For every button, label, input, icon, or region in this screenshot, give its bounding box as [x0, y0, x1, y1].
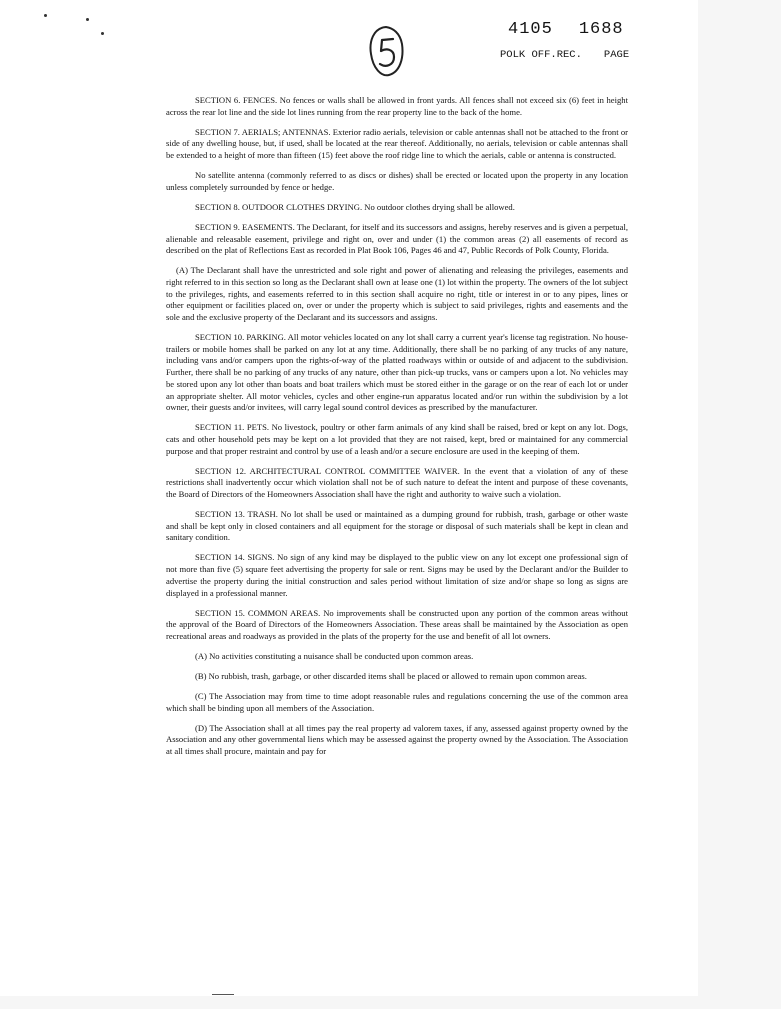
handwritten-page-mark [366, 24, 406, 80]
section-10-parking: SECTION 10. PARKING. All motor vehicles located on any lot shall carry a current year's license tag registration. No house-trailers or mobile homes shall be parked on any lot at any time. Additionally, there shall be no parking of any trucks of any nature, including vans and/or campers upon the rights-of-way of the platted roadways within or outside of and adjacent to the subdivision. Further, there shall be no parking of any trucks of any nature, other than pick-up trucks, vans or campers upon a lot. No vehicles may be stored upon any lot other than boats and boat trailers which must be stored either in the garage or on the rear of each lot or under an appropriate shelter. All motor vehicles, cycles and other engine-run apparatus located and/or run within the subdivision by a lot owner, their guests and/or invitees, will carry legal sound control devices as prescribed by the manufacturer. [166, 332, 628, 413]
section-9-subsection-a: (A) The Declarant shall have the unrestricted and sole right and power of alienating and releasing the privileges, easements and right referred to in this section so long as the Declarant shall own at lease one (1) lot within the property. The owners of the lot subject to the privileges, rights, and easements referred to in this section shall acquire no right, title or interest in or to any pipes, lines or other equipment or facilities placed on, over or under the property which is subject to said privileges, rights and easements and the sole and the exclusive property of the Declarant and its successors and assigns. [166, 265, 628, 323]
section-15-common-areas: SECTION 15. COMMON AREAS. No improvements shall be constructed upon any portion of the common areas without the approval of the Board of Directors of the Homeowners Association. These areas shall be maintained by the Association as open recreational areas and roadways as provided in the plats of the property for the use and benefit of all lot owners. [166, 607, 628, 641]
section-13-trash: SECTION 13. TRASH. No lot shall be used or maintained as a dumping ground for rubbish, trash, garbage or other waste and shall be kept only in closed containers and all equipment for the storage or disposal of such materials shall be kept in clean and sanitary condition. [166, 509, 628, 543]
document-body [166, 95, 628, 766]
section-9-easements: SECTION 9. EASEMENTS. The Declarant, for itself and its successors and assigns, hereby reserves and is given a perpetual, alienable and releasable easement, privilege and right on, over and under (1) the common areas (2) all easements of record as described on the plat of Reflections East as recorded in Plat Book 106, Pages 46 and 47, Public Records of Polk County, Florida. [166, 221, 629, 256]
record-page-number: 1688 [578, 20, 624, 39]
scan-edge-bottom [0, 996, 781, 1009]
scan-mark-bottom [212, 994, 234, 995]
record-book-number: 4105 [508, 20, 553, 39]
section-7-satellite-paragraph: No satellite antenna (commonly referred to as discs or dishes) shall be erected or located upon the property in any location unless completely surrounded by fence or hedge. [166, 170, 628, 192]
section-7-aerials-antennas: SECTION 7. AERIALS; ANTENNAS. Exterior radio aerials, television or cable antennas shall not be attached to the front or side of any dwelling house, but, if used, shall be located at the rear thereof. Additionally, no aerials, television or cable antennas shall be extended to a height of more than fifteen (15) feet above the roof ridge line to which the aerials, cable or antenna is constructed. [166, 126, 628, 161]
section-12-waiver: SECTION 12. ARCHITECTURAL CONTROL COMMITTEE WAIVER. In the event that a violation of any of these restrictions shall inadvertently occur which violation shall not be of such nature to defeat the intent and purpose of these covenants, the Board of Directors of the Homeowners Association shall have the right and authority to waive such a violation. [166, 465, 628, 500]
section-8-clothes-drying: SECTION 8. OUTDOOR CLOTHES DRYING. No outdoor clothes drying shall be allowed. [195, 201, 515, 212]
section-15-subsection-d: (D) The Association shall at all times pay the real property ad valorem taxes, if any, assessed against property owned by the Association and any other governmental liens which may be assessed against the property owned by the Association. The Association at all times shall procure, maintain and pay for [166, 722, 628, 757]
scan-speck [101, 32, 104, 35]
scan-edge-right [698, 0, 781, 1009]
scan-speck [86, 18, 89, 21]
section-6-fences: SECTION 6. FENCES. No fences or walls shall be allowed in front yards. All fences shall not exceed six (6) feet in height across the rear lot line and the side lot lines running from the rear property line to the back of the home. [166, 95, 628, 117]
official-records-stamp [500, 20, 640, 61]
record-page-label: PAGE [603, 49, 630, 61]
section-14-signs: SECTION 14. SIGNS. No sign of any kind may be displayed to the public view on any lot except one professional sign of not more than five (5) square feet advertising the property for sale or rent. Signs may be used by the Declarant and/or the Builder to advertise the property during the initial construction and sales period without limitation of size and/or shape so long as signs are displayed in a professional manner. [166, 552, 628, 598]
section-15-subsection-b: (B) No rubbish, trash, garbage, or other discarded items shall be placed or allowed to remain upon common areas. [195, 670, 587, 681]
section-15-subsection-c: (C) The Association may from time to time adopt reasonable rules and regulations concerning the use of the common area which shall be binding upon all members of the Association. [166, 690, 628, 713]
record-book-label: POLK OFF.REC. [500, 49, 582, 61]
section-15-subsection-a: (A) No activities constituting a nuisance shall be conducted upon common areas. [195, 650, 474, 661]
section-11-pets: SECTION 11. PETS. No livestock, poultry or other farm animals of any kind shall be raised, bred or kept on any lot. Dogs, cats and other household pets may be kept on a lot provided that they are not raised, kept, bred or maintained for any commercial purpose and that proper restraint and control by use of a leash and/or a secure enclosure are used in the keeping of them. [166, 422, 628, 456]
scan-speck [44, 14, 47, 17]
